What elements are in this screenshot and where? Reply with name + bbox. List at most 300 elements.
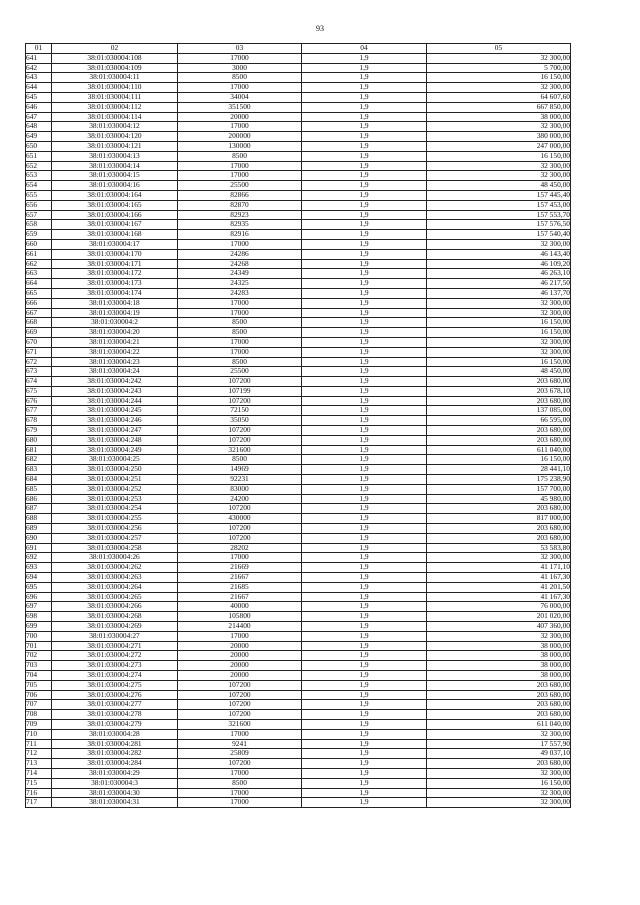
area-cell: 20000 (178, 661, 302, 671)
cadastral-number-cell: 38:01:030004:266 (52, 602, 178, 612)
table-row (26, 612, 571, 622)
coefficient-cell: 1,9 (302, 573, 427, 583)
table-row (26, 92, 571, 102)
area-cell: 21667 (178, 592, 302, 602)
table-row (26, 504, 571, 514)
area-cell: 430000 (178, 514, 302, 524)
cadastral-number-cell: 38:01:030004:257 (52, 533, 178, 543)
amount-cell: 5 700,00 (427, 63, 571, 73)
amount-cell: 41 201,50 (427, 582, 571, 592)
area-cell: 17000 (178, 308, 302, 318)
table-row (26, 239, 571, 249)
table-row (26, 377, 571, 387)
coefficient-cell: 1,9 (302, 279, 427, 289)
coefficient-cell: 1,9 (302, 592, 427, 602)
table-row (26, 347, 571, 357)
cadastral-number-cell: 38:01:030004:275 (52, 680, 178, 690)
coefficient-cell: 1,9 (302, 269, 427, 279)
amount-cell: 817 000,00 (427, 514, 571, 524)
coefficient-cell: 1,9 (302, 132, 427, 142)
table-row (26, 308, 571, 318)
cadastral-number-cell: 38:01:030004:277 (52, 700, 178, 710)
area-cell: 82923 (178, 210, 302, 220)
cadastral-number-cell: 38:01:030004:11 (52, 73, 178, 83)
table-row (26, 661, 571, 671)
area-cell: 9241 (178, 739, 302, 749)
coefficient-cell: 1,9 (302, 63, 427, 73)
table-row (26, 494, 571, 504)
table-row (26, 582, 571, 592)
table-row (26, 426, 571, 436)
coefficient-cell: 1,9 (302, 700, 427, 710)
cadastral-number-cell: 38:01:030004:274 (52, 671, 178, 681)
cadastral-number-cell: 38:01:030004:251 (52, 475, 178, 485)
area-cell: 17000 (178, 631, 302, 641)
row-number-cell: 697 (26, 602, 52, 612)
cadastral-number-cell: 38:01:030004:172 (52, 269, 178, 279)
table-row (26, 690, 571, 700)
table-row (26, 739, 571, 749)
table-row (26, 200, 571, 210)
row-number-cell: 708 (26, 710, 52, 720)
column-header: 03 (178, 44, 302, 54)
amount-cell: 32 300,00 (427, 239, 571, 249)
column-header: 01 (26, 44, 52, 54)
coefficient-cell: 1,9 (302, 484, 427, 494)
table-row (26, 524, 571, 534)
cadastral-number-cell: 38:01:030004:165 (52, 200, 178, 210)
amount-cell: 32 300,00 (427, 53, 571, 63)
amount-cell: 45 980,00 (427, 494, 571, 504)
row-number-cell: 700 (26, 631, 52, 641)
area-cell: 17000 (178, 337, 302, 347)
table-row (26, 514, 571, 524)
area-cell: 20000 (178, 641, 302, 651)
area-cell: 8500 (178, 328, 302, 338)
area-cell: 130000 (178, 141, 302, 151)
area-cell: 17000 (178, 53, 302, 63)
row-number-cell: 711 (26, 739, 52, 749)
amount-cell: 203 680,00 (427, 396, 571, 406)
coefficient-cell: 1,9 (302, 318, 427, 328)
coefficient-cell: 1,9 (302, 230, 427, 240)
row-number-cell: 672 (26, 357, 52, 367)
area-cell: 200000 (178, 132, 302, 142)
table-row (26, 220, 571, 230)
row-number-cell: 679 (26, 426, 52, 436)
table-row (26, 318, 571, 328)
amount-cell: 380 000,00 (427, 132, 571, 142)
area-cell: 8500 (178, 357, 302, 367)
row-number-cell: 667 (26, 308, 52, 318)
table-row (26, 122, 571, 132)
coefficient-cell: 1,9 (302, 181, 427, 191)
row-number-cell: 681 (26, 445, 52, 455)
table-row (26, 719, 571, 729)
page-number: 93 (316, 24, 324, 33)
amount-cell: 157 453,00 (427, 200, 571, 210)
table-row (26, 768, 571, 778)
area-cell: 321600 (178, 445, 302, 455)
coefficient-cell: 1,9 (302, 220, 427, 230)
amount-cell: 201 020,00 (427, 612, 571, 622)
amount-cell: 32 300,00 (427, 553, 571, 563)
area-cell: 20000 (178, 651, 302, 661)
cadastral-number-cell: 38:01:030004:27 (52, 631, 178, 641)
coefficient-cell: 1,9 (302, 445, 427, 455)
row-number-cell: 653 (26, 171, 52, 181)
cadastral-number-cell: 38:01:030004:2 (52, 318, 178, 328)
row-number-cell: 642 (26, 63, 52, 73)
amount-cell: 32 300,00 (427, 171, 571, 181)
coefficient-cell: 1,9 (302, 367, 427, 377)
coefficient-cell: 1,9 (302, 122, 427, 132)
table-row (26, 279, 571, 289)
cadastral-number-cell: 38:01:030004:29 (52, 768, 178, 778)
area-cell: 105800 (178, 612, 302, 622)
area-cell: 107200 (178, 377, 302, 387)
column-header: 02 (52, 44, 178, 54)
coefficient-cell: 1,9 (302, 249, 427, 259)
cadastral-number-cell: 38:01:030004:15 (52, 171, 178, 181)
row-number-cell: 664 (26, 279, 52, 289)
cadastral-number-cell: 38:01:030004:278 (52, 710, 178, 720)
area-cell: 17000 (178, 768, 302, 778)
coefficient-cell: 1,9 (302, 465, 427, 475)
row-number-cell: 678 (26, 416, 52, 426)
table-row (26, 475, 571, 485)
column-header: 05 (427, 44, 571, 54)
table-row (26, 112, 571, 122)
coefficient-cell: 1,9 (302, 239, 427, 249)
cadastral-number-cell: 38:01:030004:282 (52, 749, 178, 759)
area-cell: 20000 (178, 671, 302, 681)
cadastral-number-cell: 38:01:030004:173 (52, 279, 178, 289)
area-cell: 24286 (178, 249, 302, 259)
coefficient-cell: 1,9 (302, 622, 427, 632)
cadastral-number-cell: 38:01:030004:23 (52, 357, 178, 367)
area-cell: 107200 (178, 700, 302, 710)
area-cell: 107200 (178, 533, 302, 543)
table-row (26, 592, 571, 602)
cadastral-number-cell: 38:01:030004:242 (52, 377, 178, 387)
row-number-cell: 671 (26, 347, 52, 357)
row-number-cell: 641 (26, 53, 52, 63)
cadastral-number-cell: 38:01:030004:258 (52, 543, 178, 553)
row-number-cell: 644 (26, 83, 52, 93)
table-row (26, 553, 571, 563)
row-number-cell: 691 (26, 543, 52, 553)
cadastral-number-cell: 38:01:030004:253 (52, 494, 178, 504)
coefficient-cell: 1,9 (302, 582, 427, 592)
amount-cell: 137 085,00 (427, 406, 571, 416)
row-number-cell: 663 (26, 269, 52, 279)
row-number-cell: 647 (26, 112, 52, 122)
coefficient-cell: 1,9 (302, 788, 427, 798)
amount-cell: 203 680,00 (427, 435, 571, 445)
table-row (26, 416, 571, 426)
amount-cell: 157 445,40 (427, 190, 571, 200)
amount-cell: 32 300,00 (427, 298, 571, 308)
coefficient-cell: 1,9 (302, 661, 427, 671)
table-row (26, 406, 571, 416)
row-number-cell: 684 (26, 475, 52, 485)
row-number-cell: 696 (26, 592, 52, 602)
area-cell: 92231 (178, 475, 302, 485)
amount-cell: 203 680,00 (427, 680, 571, 690)
row-number-cell: 659 (26, 230, 52, 240)
row-number-cell: 677 (26, 406, 52, 416)
amount-cell: 667 850,00 (427, 102, 571, 112)
coefficient-cell: 1,9 (302, 602, 427, 612)
row-number-cell: 666 (26, 298, 52, 308)
cadastral-number-cell: 38:01:030004:254 (52, 504, 178, 514)
data-table (25, 43, 571, 808)
cadastral-number-cell: 38:01:030004:108 (52, 53, 178, 63)
amount-cell: 16 150,00 (427, 151, 571, 161)
cadastral-number-cell: 38:01:030004:30 (52, 788, 178, 798)
amount-cell: 157 553,70 (427, 210, 571, 220)
amount-cell: 203 680,00 (427, 377, 571, 387)
coefficient-cell: 1,9 (302, 759, 427, 769)
coefficient-cell: 1,9 (302, 455, 427, 465)
amount-cell: 16 150,00 (427, 328, 571, 338)
table-row (26, 73, 571, 83)
table-row (26, 298, 571, 308)
amount-cell: 203 680,00 (427, 504, 571, 514)
cadastral-number-cell: 38:01:030004:24 (52, 367, 178, 377)
amount-cell: 66 595,00 (427, 416, 571, 426)
row-number-cell: 674 (26, 377, 52, 387)
area-cell: 17000 (178, 298, 302, 308)
area-cell: 107200 (178, 690, 302, 700)
cadastral-number-cell: 38:01:030004:168 (52, 230, 178, 240)
cadastral-number-cell: 38:01:030004:256 (52, 524, 178, 534)
cadastral-number-cell: 38:01:030004:109 (52, 63, 178, 73)
cadastral-number-cell: 38:01:030004:166 (52, 210, 178, 220)
area-cell: 25500 (178, 367, 302, 377)
table-row (26, 465, 571, 475)
area-cell: 82916 (178, 230, 302, 240)
amount-cell: 48 450,00 (427, 367, 571, 377)
coefficient-cell: 1,9 (302, 612, 427, 622)
row-number-cell: 695 (26, 582, 52, 592)
cadastral-number-cell: 38:01:030004:170 (52, 249, 178, 259)
table-row (26, 132, 571, 142)
cadastral-number-cell: 38:01:030004:28 (52, 729, 178, 739)
amount-cell: 38 000,00 (427, 641, 571, 651)
table-row (26, 641, 571, 651)
area-cell: 8500 (178, 151, 302, 161)
cadastral-number-cell: 38:01:030004:18 (52, 298, 178, 308)
table-row (26, 63, 571, 73)
table-row (26, 759, 571, 769)
area-cell: 17000 (178, 788, 302, 798)
row-number-cell: 665 (26, 288, 52, 298)
coefficient-cell: 1,9 (302, 729, 427, 739)
coefficient-cell: 1,9 (302, 494, 427, 504)
row-number-cell: 675 (26, 386, 52, 396)
table-row (26, 337, 571, 347)
coefficient-cell: 1,9 (302, 710, 427, 720)
area-cell: 107200 (178, 710, 302, 720)
coefficient-cell: 1,9 (302, 83, 427, 93)
row-number-cell: 704 (26, 671, 52, 681)
coefficient-cell: 1,9 (302, 53, 427, 63)
row-number-cell: 713 (26, 759, 52, 769)
area-cell: 25500 (178, 181, 302, 191)
table-row (26, 83, 571, 93)
cadastral-number-cell: 38:01:030004:272 (52, 651, 178, 661)
cadastral-number-cell: 38:01:030004:255 (52, 514, 178, 524)
cadastral-number-cell: 38:01:030004:247 (52, 426, 178, 436)
cadastral-number-cell: 38:01:030004:21 (52, 337, 178, 347)
table-row (26, 563, 571, 573)
row-number-cell: 643 (26, 73, 52, 83)
amount-cell: 64 607,60 (427, 92, 571, 102)
table-row (26, 710, 571, 720)
cadastral-number-cell: 38:01:030004:25 (52, 455, 178, 465)
amount-cell: 203 680,00 (427, 533, 571, 543)
cadastral-number-cell: 38:01:030004:252 (52, 484, 178, 494)
coefficient-cell: 1,9 (302, 288, 427, 298)
cadastral-number-cell: 38:01:030004:121 (52, 141, 178, 151)
area-cell: 83000 (178, 484, 302, 494)
row-number-cell: 662 (26, 259, 52, 269)
area-cell: 24268 (178, 259, 302, 269)
table-row (26, 729, 571, 739)
cadastral-number-cell: 38:01:030004:112 (52, 102, 178, 112)
cadastral-number-cell: 38:01:030004:245 (52, 406, 178, 416)
coefficient-cell: 1,9 (302, 543, 427, 553)
row-number-cell: 652 (26, 161, 52, 171)
coefficient-cell: 1,9 (302, 690, 427, 700)
area-cell: 40000 (178, 602, 302, 612)
table-row (26, 141, 571, 151)
cadastral-number-cell: 38:01:030004:273 (52, 661, 178, 671)
table-row (26, 622, 571, 632)
table-row (26, 396, 571, 406)
amount-cell: 16 150,00 (427, 778, 571, 788)
cadastral-number-cell: 38:01:030004:14 (52, 161, 178, 171)
area-cell: 82866 (178, 190, 302, 200)
amount-cell: 16 150,00 (427, 73, 571, 83)
coefficient-cell: 1,9 (302, 631, 427, 641)
cadastral-number-cell: 38:01:030004:263 (52, 573, 178, 583)
table-row (26, 749, 571, 759)
coefficient-cell: 1,9 (302, 406, 427, 416)
row-number-cell: 660 (26, 239, 52, 249)
cadastral-number-cell: 38:01:030004:17 (52, 239, 178, 249)
coefficient-cell: 1,9 (302, 259, 427, 269)
coefficient-cell: 1,9 (302, 533, 427, 543)
area-cell: 24283 (178, 288, 302, 298)
table-row (26, 357, 571, 367)
amount-cell: 32 300,00 (427, 768, 571, 778)
table-row (26, 386, 571, 396)
row-number-cell: 646 (26, 102, 52, 112)
cadastral-number-cell: 38:01:030004:174 (52, 288, 178, 298)
amount-cell: 203 680,00 (427, 524, 571, 534)
row-number-cell: 676 (26, 396, 52, 406)
area-cell: 107200 (178, 759, 302, 769)
area-cell: 34004 (178, 92, 302, 102)
row-number-cell: 717 (26, 798, 52, 808)
area-cell: 3000 (178, 63, 302, 73)
amount-cell: 32 300,00 (427, 161, 571, 171)
area-cell: 17000 (178, 729, 302, 739)
coefficient-cell: 1,9 (302, 210, 427, 220)
row-number-cell: 690 (26, 533, 52, 543)
cadastral-number-cell: 38:01:030004:31 (52, 798, 178, 808)
coefficient-cell: 1,9 (302, 328, 427, 338)
row-number-cell: 673 (26, 367, 52, 377)
coefficient-cell: 1,9 (302, 112, 427, 122)
cadastral-number-cell: 38:01:030004:12 (52, 122, 178, 132)
area-cell: 17000 (178, 171, 302, 181)
table-row (26, 455, 571, 465)
area-cell: 8500 (178, 455, 302, 465)
table-row (26, 190, 571, 200)
coefficient-cell: 1,9 (302, 73, 427, 83)
amount-cell: 32 300,00 (427, 308, 571, 318)
amount-cell: 46 143,40 (427, 249, 571, 259)
table-row (26, 151, 571, 161)
area-cell: 17000 (178, 553, 302, 563)
amount-cell: 28 441,10 (427, 465, 571, 475)
area-cell: 17000 (178, 239, 302, 249)
cadastral-number-cell: 38:01:030004:167 (52, 220, 178, 230)
amount-cell: 38 000,00 (427, 661, 571, 671)
cadastral-number-cell: 38:01:030004:264 (52, 582, 178, 592)
coefficient-cell: 1,9 (302, 504, 427, 514)
amount-cell: 157 700,00 (427, 484, 571, 494)
coefficient-cell: 1,9 (302, 416, 427, 426)
amount-cell: 203 680,00 (427, 690, 571, 700)
row-number-cell: 649 (26, 132, 52, 142)
cadastral-number-cell: 38:01:030004:279 (52, 719, 178, 729)
cadastral-number-cell: 38:01:030004:111 (52, 92, 178, 102)
amount-cell: 76 000,00 (427, 602, 571, 612)
coefficient-cell: 1,9 (302, 719, 427, 729)
amount-cell: 41 167,30 (427, 592, 571, 602)
amount-cell: 46 217,50 (427, 279, 571, 289)
cadastral-number-cell: 38:01:030004:13 (52, 151, 178, 161)
row-number-cell: 670 (26, 337, 52, 347)
row-number-cell: 716 (26, 788, 52, 798)
cadastral-number-cell: 38:01:030004:249 (52, 445, 178, 455)
area-cell: 72150 (178, 406, 302, 416)
coefficient-cell: 1,9 (302, 435, 427, 445)
coefficient-cell: 1,9 (302, 475, 427, 485)
area-cell: 17000 (178, 161, 302, 171)
amount-cell: 32 300,00 (427, 631, 571, 641)
coefficient-cell: 1,9 (302, 680, 427, 690)
row-number-cell: 654 (26, 181, 52, 191)
row-number-cell: 712 (26, 749, 52, 759)
coefficient-cell: 1,9 (302, 141, 427, 151)
coefficient-cell: 1,9 (302, 200, 427, 210)
row-number-cell: 651 (26, 151, 52, 161)
table-row (26, 161, 571, 171)
cadastral-number-cell: 38:01:030004:171 (52, 259, 178, 269)
table-row (26, 328, 571, 338)
cadastral-number-cell: 38:01:030004:110 (52, 83, 178, 93)
row-number-cell: 668 (26, 318, 52, 328)
coefficient-cell: 1,9 (302, 357, 427, 367)
area-cell: 21669 (178, 563, 302, 573)
amount-cell: 38 000,00 (427, 671, 571, 681)
